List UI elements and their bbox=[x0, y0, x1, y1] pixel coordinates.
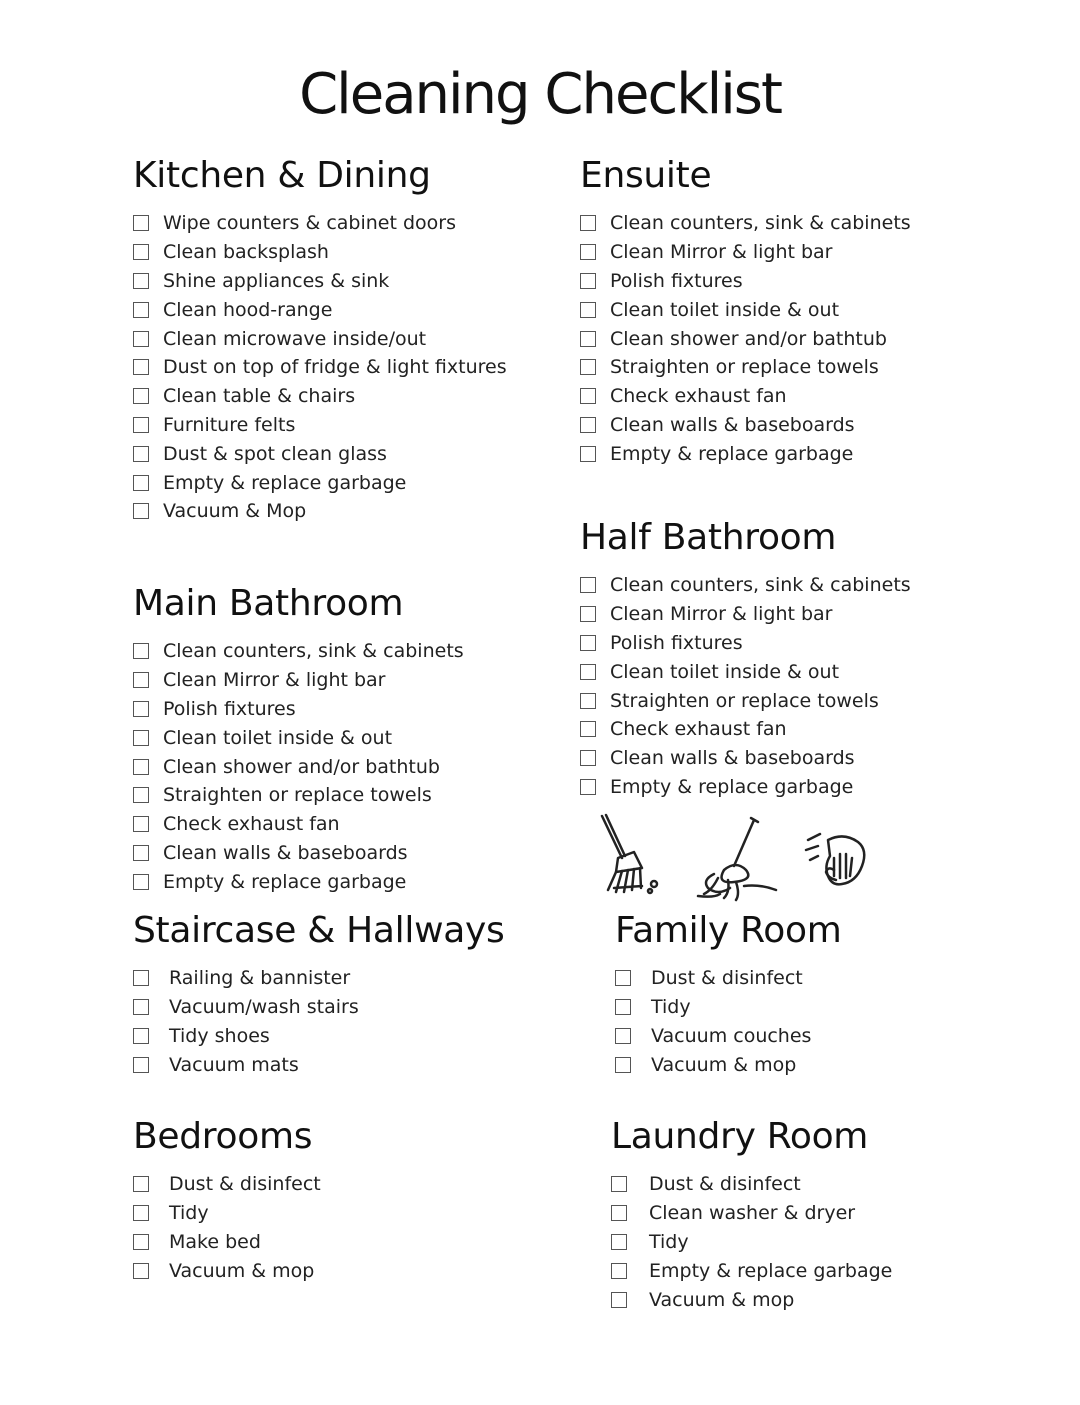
checklist-item[interactable] bbox=[133, 353, 507, 382]
checklist-item[interactable] bbox=[580, 629, 911, 658]
checklist-item-label: Empty & replace garbage bbox=[163, 870, 407, 893]
section-heading: Kitchen & Dining bbox=[133, 155, 431, 196]
section-laundry bbox=[611, 1114, 892, 1314]
checkbox[interactable] bbox=[133, 730, 149, 746]
checklist-item-label: Clean walls & baseboards bbox=[610, 747, 855, 770]
checklist-item[interactable] bbox=[133, 295, 507, 324]
checklist-item[interactable] bbox=[133, 267, 507, 296]
checkbox[interactable] bbox=[611, 1234, 627, 1250]
checklist-item[interactable] bbox=[580, 744, 911, 773]
checklist-item[interactable] bbox=[580, 209, 911, 238]
checklist-item-label: Clean Mirror & light bar bbox=[610, 241, 833, 264]
checklist-item-label: Check exhaust fan bbox=[163, 813, 340, 836]
checklist bbox=[580, 209, 911, 468]
checkbox[interactable] bbox=[133, 999, 149, 1015]
checklist bbox=[133, 209, 507, 526]
checklist-item-label: Empty & replace garbage bbox=[610, 442, 854, 465]
checklist-item[interactable] bbox=[580, 324, 911, 353]
checklist-item[interactable] bbox=[580, 382, 911, 411]
checklist-item-label: Straighten or replace towels bbox=[163, 784, 432, 807]
section-heading: Bedrooms bbox=[133, 1116, 313, 1157]
checkbox[interactable] bbox=[133, 331, 149, 347]
checklist bbox=[611, 1170, 892, 1314]
checkbox[interactable] bbox=[133, 359, 149, 375]
checkbox[interactable] bbox=[133, 1028, 149, 1044]
checklist-item-label: Make bed bbox=[169, 1230, 261, 1253]
checklist-item[interactable] bbox=[615, 964, 842, 993]
checklist-item-label: Vacuum mats bbox=[169, 1053, 299, 1076]
checklist-item-label: Clean hood-range bbox=[163, 298, 333, 321]
checklist-item-label: Vacuum couches bbox=[651, 1024, 812, 1047]
page-title: Cleaning Checklist bbox=[299, 62, 781, 127]
checkbox[interactable] bbox=[133, 1234, 149, 1250]
checklist-item-label: Polish fixtures bbox=[610, 269, 743, 292]
checklist-item[interactable] bbox=[133, 752, 464, 781]
section-heading: Half Bathroom bbox=[580, 517, 837, 558]
checklist-item[interactable] bbox=[133, 209, 507, 238]
checkbox[interactable] bbox=[580, 273, 596, 289]
checklist-item-label: Empty & replace garbage bbox=[163, 471, 407, 494]
checkbox[interactable] bbox=[133, 273, 149, 289]
checklist-item[interactable] bbox=[615, 1022, 842, 1051]
checkbox[interactable] bbox=[580, 331, 596, 347]
checklist bbox=[615, 964, 842, 1079]
checkbox[interactable] bbox=[133, 417, 149, 433]
checklist-item-label: Polish fixtures bbox=[163, 697, 296, 720]
checklist-item[interactable] bbox=[133, 439, 507, 468]
checklist-item-label: Straighten or replace towels bbox=[610, 689, 879, 712]
cleaning-illustrations bbox=[590, 812, 880, 902]
checklist-item[interactable] bbox=[133, 497, 507, 526]
checklist-item[interactable] bbox=[580, 773, 911, 802]
checklist-item[interactable] bbox=[611, 1199, 892, 1228]
checklist-item-label: Clean walls & baseboards bbox=[163, 841, 408, 864]
checkbox[interactable] bbox=[133, 970, 149, 986]
checkbox[interactable] bbox=[133, 503, 149, 519]
checkbox[interactable] bbox=[133, 475, 149, 491]
checkbox[interactable] bbox=[580, 577, 596, 593]
checklist-item-label: Furniture felts bbox=[163, 413, 296, 436]
section-family-room bbox=[615, 908, 842, 1079]
section-ensuite bbox=[580, 153, 911, 468]
checklist-item-label: Tidy bbox=[649, 1230, 689, 1253]
checklist-item-label: Clean walls & baseboards bbox=[610, 413, 855, 436]
checkbox[interactable] bbox=[615, 970, 631, 986]
checkbox[interactable] bbox=[133, 787, 149, 803]
checkbox[interactable] bbox=[580, 664, 596, 680]
mop-icon bbox=[694, 814, 784, 904]
checkbox[interactable] bbox=[611, 1292, 627, 1308]
checkbox[interactable] bbox=[133, 215, 149, 231]
checklist-item[interactable] bbox=[133, 1199, 321, 1228]
checkbox[interactable] bbox=[133, 672, 149, 688]
checklist-item-label: Clean shower and/or bathtub bbox=[163, 755, 440, 778]
checkbox[interactable] bbox=[580, 750, 596, 766]
checklist-item[interactable] bbox=[133, 839, 464, 868]
section-half-bathroom bbox=[580, 515, 911, 801]
checklist-item[interactable] bbox=[580, 657, 911, 686]
checklist-item[interactable] bbox=[133, 382, 507, 411]
checklist-item[interactable] bbox=[133, 993, 504, 1022]
checklist-item[interactable] bbox=[133, 468, 507, 497]
checklist-item-label: Check exhaust fan bbox=[610, 385, 787, 408]
checkbox[interactable] bbox=[615, 999, 631, 1015]
section-kitchen bbox=[133, 153, 507, 526]
checklist-item-label: Clean Mirror & light bar bbox=[610, 603, 833, 626]
checkbox[interactable] bbox=[615, 1028, 631, 1044]
checkbox[interactable] bbox=[133, 388, 149, 404]
checkbox[interactable] bbox=[133, 874, 149, 890]
checkbox[interactable] bbox=[611, 1263, 627, 1279]
checklist-item[interactable] bbox=[615, 993, 842, 1022]
checklist-item[interactable] bbox=[133, 810, 464, 839]
checklist-item-label: Clean counters, sink & cabinets bbox=[163, 640, 464, 663]
checklist-item[interactable] bbox=[133, 695, 464, 724]
checklist-item-label: Straighten or replace towels bbox=[610, 356, 879, 379]
checklist-item-label: Tidy bbox=[169, 1202, 209, 1225]
checklist-item[interactable] bbox=[580, 600, 911, 629]
checklist-item-label: Empty & replace garbage bbox=[610, 775, 854, 798]
checkbox[interactable] bbox=[611, 1205, 627, 1221]
checklist-item[interactable] bbox=[611, 1256, 892, 1285]
checkbox[interactable] bbox=[580, 606, 596, 622]
wiping-hand-icon bbox=[804, 826, 874, 896]
checklist-item-label: Dust on top of fridge & light fixtures bbox=[163, 356, 507, 379]
checklist-item-label: Shine appliances & sink bbox=[163, 269, 390, 292]
section-heading: Laundry Room bbox=[611, 1116, 869, 1157]
checklist-item[interactable] bbox=[580, 411, 911, 440]
checklist-item[interactable] bbox=[133, 964, 504, 993]
section-heading: Main Bathroom bbox=[133, 583, 404, 624]
checkbox[interactable] bbox=[133, 816, 149, 832]
checklist-item-label: Empty & replace garbage bbox=[649, 1259, 893, 1282]
section-heading: Family Room bbox=[615, 910, 842, 951]
checklist-item-label: Clean Mirror & light bar bbox=[163, 669, 386, 692]
checkbox[interactable] bbox=[580, 302, 596, 318]
checkbox[interactable] bbox=[133, 1263, 149, 1279]
checklist-item[interactable] bbox=[580, 353, 911, 382]
checklist-item[interactable] bbox=[580, 439, 911, 468]
checkbox[interactable] bbox=[133, 1057, 149, 1073]
checklist-item-label: Clean microwave inside/out bbox=[163, 327, 427, 350]
checkbox[interactable] bbox=[615, 1057, 631, 1073]
checklist-item[interactable] bbox=[615, 1050, 842, 1079]
checklist-item-label: Dust & disinfect bbox=[649, 1173, 801, 1196]
checkbox[interactable] bbox=[580, 244, 596, 260]
checklist-item-label: Dust & disinfect bbox=[169, 1173, 321, 1196]
checkbox[interactable] bbox=[133, 302, 149, 318]
checkbox[interactable] bbox=[133, 1205, 149, 1221]
checklist-item[interactable] bbox=[611, 1170, 892, 1199]
section-staircase bbox=[133, 908, 504, 1079]
checklist-item-label: Railing & bannister bbox=[169, 967, 351, 990]
checklist-item[interactable] bbox=[133, 411, 507, 440]
checkbox[interactable] bbox=[580, 417, 596, 433]
checkbox[interactable] bbox=[133, 759, 149, 775]
checklist-item-label: Vacuum & mop bbox=[649, 1288, 795, 1311]
checklist-item[interactable] bbox=[133, 1256, 321, 1285]
checkbox[interactable] bbox=[580, 721, 596, 737]
checkbox[interactable] bbox=[580, 388, 596, 404]
broom-icon bbox=[594, 812, 664, 898]
checklist-item[interactable] bbox=[611, 1285, 892, 1314]
checklist-item-label: Clean shower and/or bathtub bbox=[610, 327, 887, 350]
checklist-item-label: Clean washer & dryer bbox=[649, 1202, 856, 1225]
section-heading: Ensuite bbox=[580, 155, 712, 196]
checkbox[interactable] bbox=[133, 446, 149, 462]
checklist bbox=[133, 964, 504, 1079]
checklist bbox=[580, 571, 911, 801]
checkbox[interactable] bbox=[580, 693, 596, 709]
checklist-item-label: Vacuum & mop bbox=[169, 1259, 315, 1282]
checkbox[interactable] bbox=[133, 643, 149, 659]
checklist-item[interactable] bbox=[133, 867, 464, 896]
checklist-item-label: Clean toilet inside & out bbox=[163, 726, 393, 749]
checklist-item-label: Clean table & chairs bbox=[163, 385, 356, 408]
checkbox[interactable] bbox=[580, 215, 596, 231]
checklist-item[interactable] bbox=[611, 1228, 892, 1257]
section-bedrooms bbox=[133, 1114, 321, 1285]
checklist-item-label: Tidy bbox=[651, 996, 691, 1019]
checklist-item-label: Clean toilet inside & out bbox=[610, 298, 840, 321]
checklist-item-label: Dust & spot clean glass bbox=[163, 442, 387, 465]
section-heading: Staircase & Hallways bbox=[133, 910, 505, 951]
checklist-item[interactable] bbox=[133, 666, 464, 695]
checklist-item[interactable] bbox=[580, 295, 911, 324]
checklist-item-label: Clean counters, sink & cabinets bbox=[610, 212, 911, 235]
checkbox[interactable] bbox=[580, 779, 596, 795]
checklist-item-label: Vacuum & mop bbox=[651, 1053, 797, 1076]
checkbox[interactable] bbox=[133, 845, 149, 861]
checkbox[interactable] bbox=[580, 359, 596, 375]
checkbox[interactable] bbox=[133, 244, 149, 260]
checkbox[interactable] bbox=[133, 701, 149, 717]
checklist-item[interactable] bbox=[133, 637, 464, 666]
checklist-item-label: Tidy shoes bbox=[169, 1024, 270, 1047]
checklist-item-label: Clean backsplash bbox=[163, 241, 329, 264]
checklist-item[interactable] bbox=[580, 238, 911, 267]
section-main-bathroom bbox=[133, 581, 464, 896]
checklist-item-label: Vacuum/wash stairs bbox=[169, 996, 359, 1019]
checklist bbox=[133, 1170, 321, 1285]
checkbox[interactable] bbox=[611, 1176, 627, 1192]
checklist-item-label: Dust & disinfect bbox=[651, 967, 803, 990]
checklist-item[interactable] bbox=[133, 781, 464, 810]
checklist-item-label: Polish fixtures bbox=[610, 631, 743, 654]
checklist bbox=[133, 637, 464, 896]
checkbox[interactable] bbox=[133, 1176, 149, 1192]
checklist-item[interactable] bbox=[133, 324, 507, 353]
checklist-item-label: Vacuum & Mop bbox=[163, 500, 307, 523]
checklist-item[interactable] bbox=[133, 723, 464, 752]
checklist-item[interactable] bbox=[580, 686, 911, 715]
checklist-item[interactable] bbox=[133, 238, 507, 267]
checklist-item[interactable] bbox=[133, 1022, 504, 1051]
checkbox[interactable] bbox=[580, 635, 596, 651]
checklist-item[interactable] bbox=[580, 571, 911, 600]
checklist-item[interactable] bbox=[133, 1228, 321, 1257]
checkbox[interactable] bbox=[580, 446, 596, 462]
checklist-item-label: Clean counters, sink & cabinets bbox=[610, 574, 911, 597]
checklist-item[interactable] bbox=[580, 267, 911, 296]
checklist-item-label: Clean toilet inside & out bbox=[610, 660, 840, 683]
checklist-item-label: Wipe counters & cabinet doors bbox=[163, 212, 457, 235]
checklist-item[interactable] bbox=[133, 1170, 321, 1199]
checklist-item[interactable] bbox=[580, 715, 911, 744]
checklist-item[interactable] bbox=[133, 1050, 504, 1079]
checklist-item-label: Check exhaust fan bbox=[610, 718, 787, 741]
